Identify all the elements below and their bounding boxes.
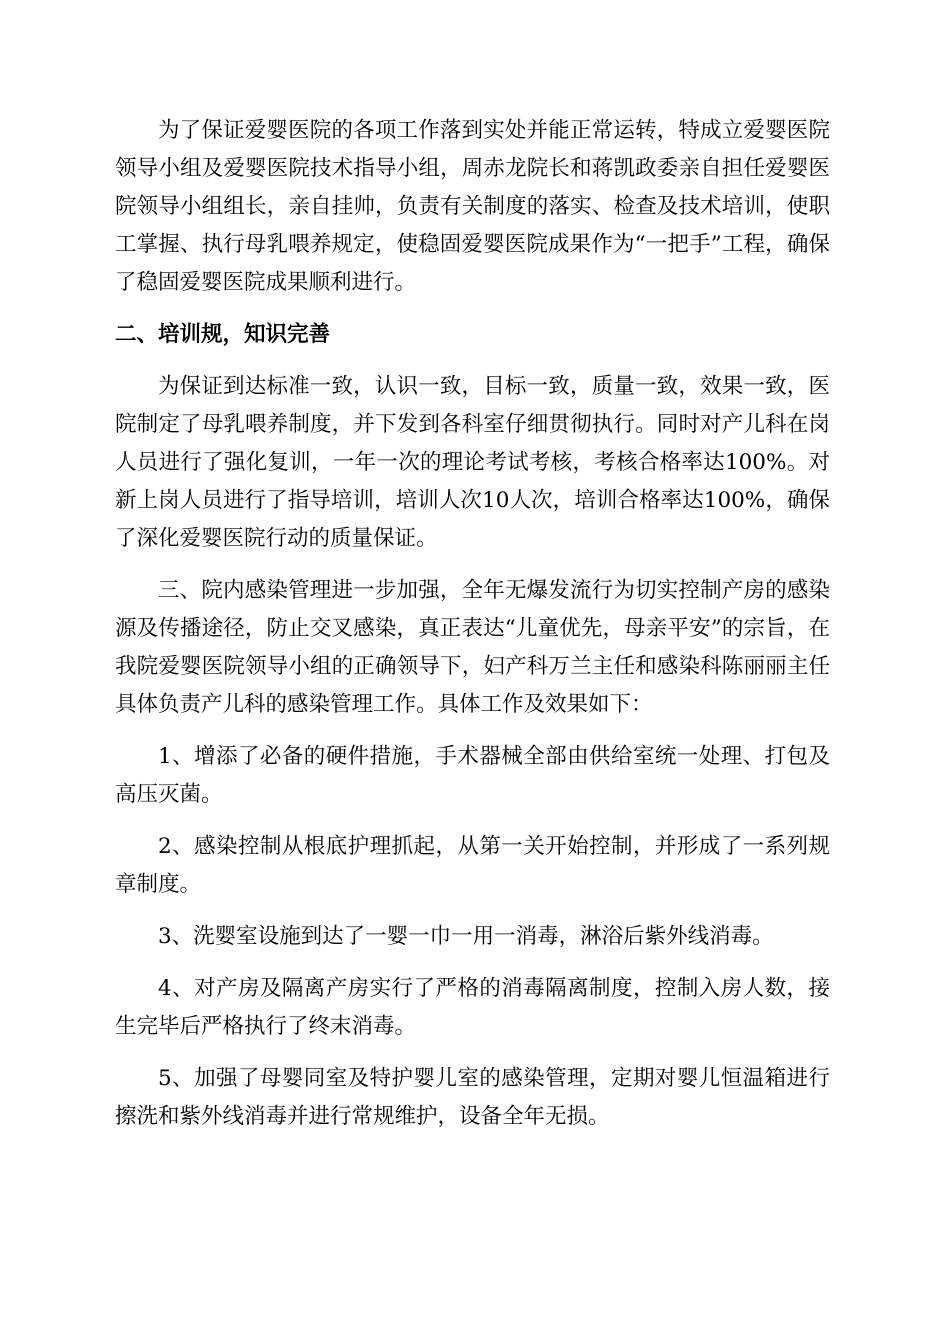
- list-item: 2、感染控制从根底护理抓起，从第一关开始控制，并形成了一系列规章制度。: [115, 834, 830, 897]
- section-2-heading: 二、培训规，知识完善: [115, 322, 331, 347]
- list-item: 1、增添了必备的硬件措施，手术器械全部由供给室统一处理、打包及高压灭菌。: [115, 744, 830, 807]
- document-page: [115, 112, 830, 1150]
- section-3-paragraph: 三、院内感染管理进一步加强，全年无爆发流行为切实控制产房的感染源及传播途径，防止交叉感染，真正表达“儿童优先，母亲平安”的宗旨，在我院爱婴医院领导小组的正确领导下，妇产科万兰主任和感染科陈丽丽主任具体负责产儿科的感染管理工作。具体工作及效果如下：: [115, 578, 830, 717]
- section-2-paragraph: 为保证到达标准一致，认识一致，目标一致，质量一致，效果一致，医院制定了母乳喂养制度，并下发到各科室仔细贯彻执行。同时对产儿科在岗人员进行了强化复训，一年一次的理论考试考核，考核合格率达100%。对新上岗人员进行了指导培训，培训人次10人次，培训合格率达100%，确保了深化爱婴医院行动的质量保证。: [115, 374, 830, 551]
- list-item: 3、洗婴室设施到达了一婴一巾一用一消毒，淋浴后紫外线消毒。: [158, 924, 774, 949]
- intro-paragraph: 为了保证爱婴医院的各项工作落到实处并能正常运转，特成立爱婴医院领导小组及爱婴医院技术指导小组，周赤龙院长和蒋凯政委亲自担任爱婴医院领导小组组长，亲自挂帅，负责有关制度的落实、检查及技术培训，使职工掌握、执行母乳喂养规定，使稳固爱婴医院成果作为“一把手”工程，确保了稳固爱婴医院成果顺利进行。: [115, 118, 830, 295]
- list-item: 4、对产房及隔离产房实行了严格的消毒隔离制度，控制入房人数，接生完毕后严格执行了终末消毒。: [115, 976, 830, 1039]
- list-item: 5、加强了母婴同室及特护婴儿室的感染管理，定期对婴儿恒温箱进行擦洗和紫外线消毒并进行常规维护，设备全年无损。: [115, 1066, 830, 1129]
